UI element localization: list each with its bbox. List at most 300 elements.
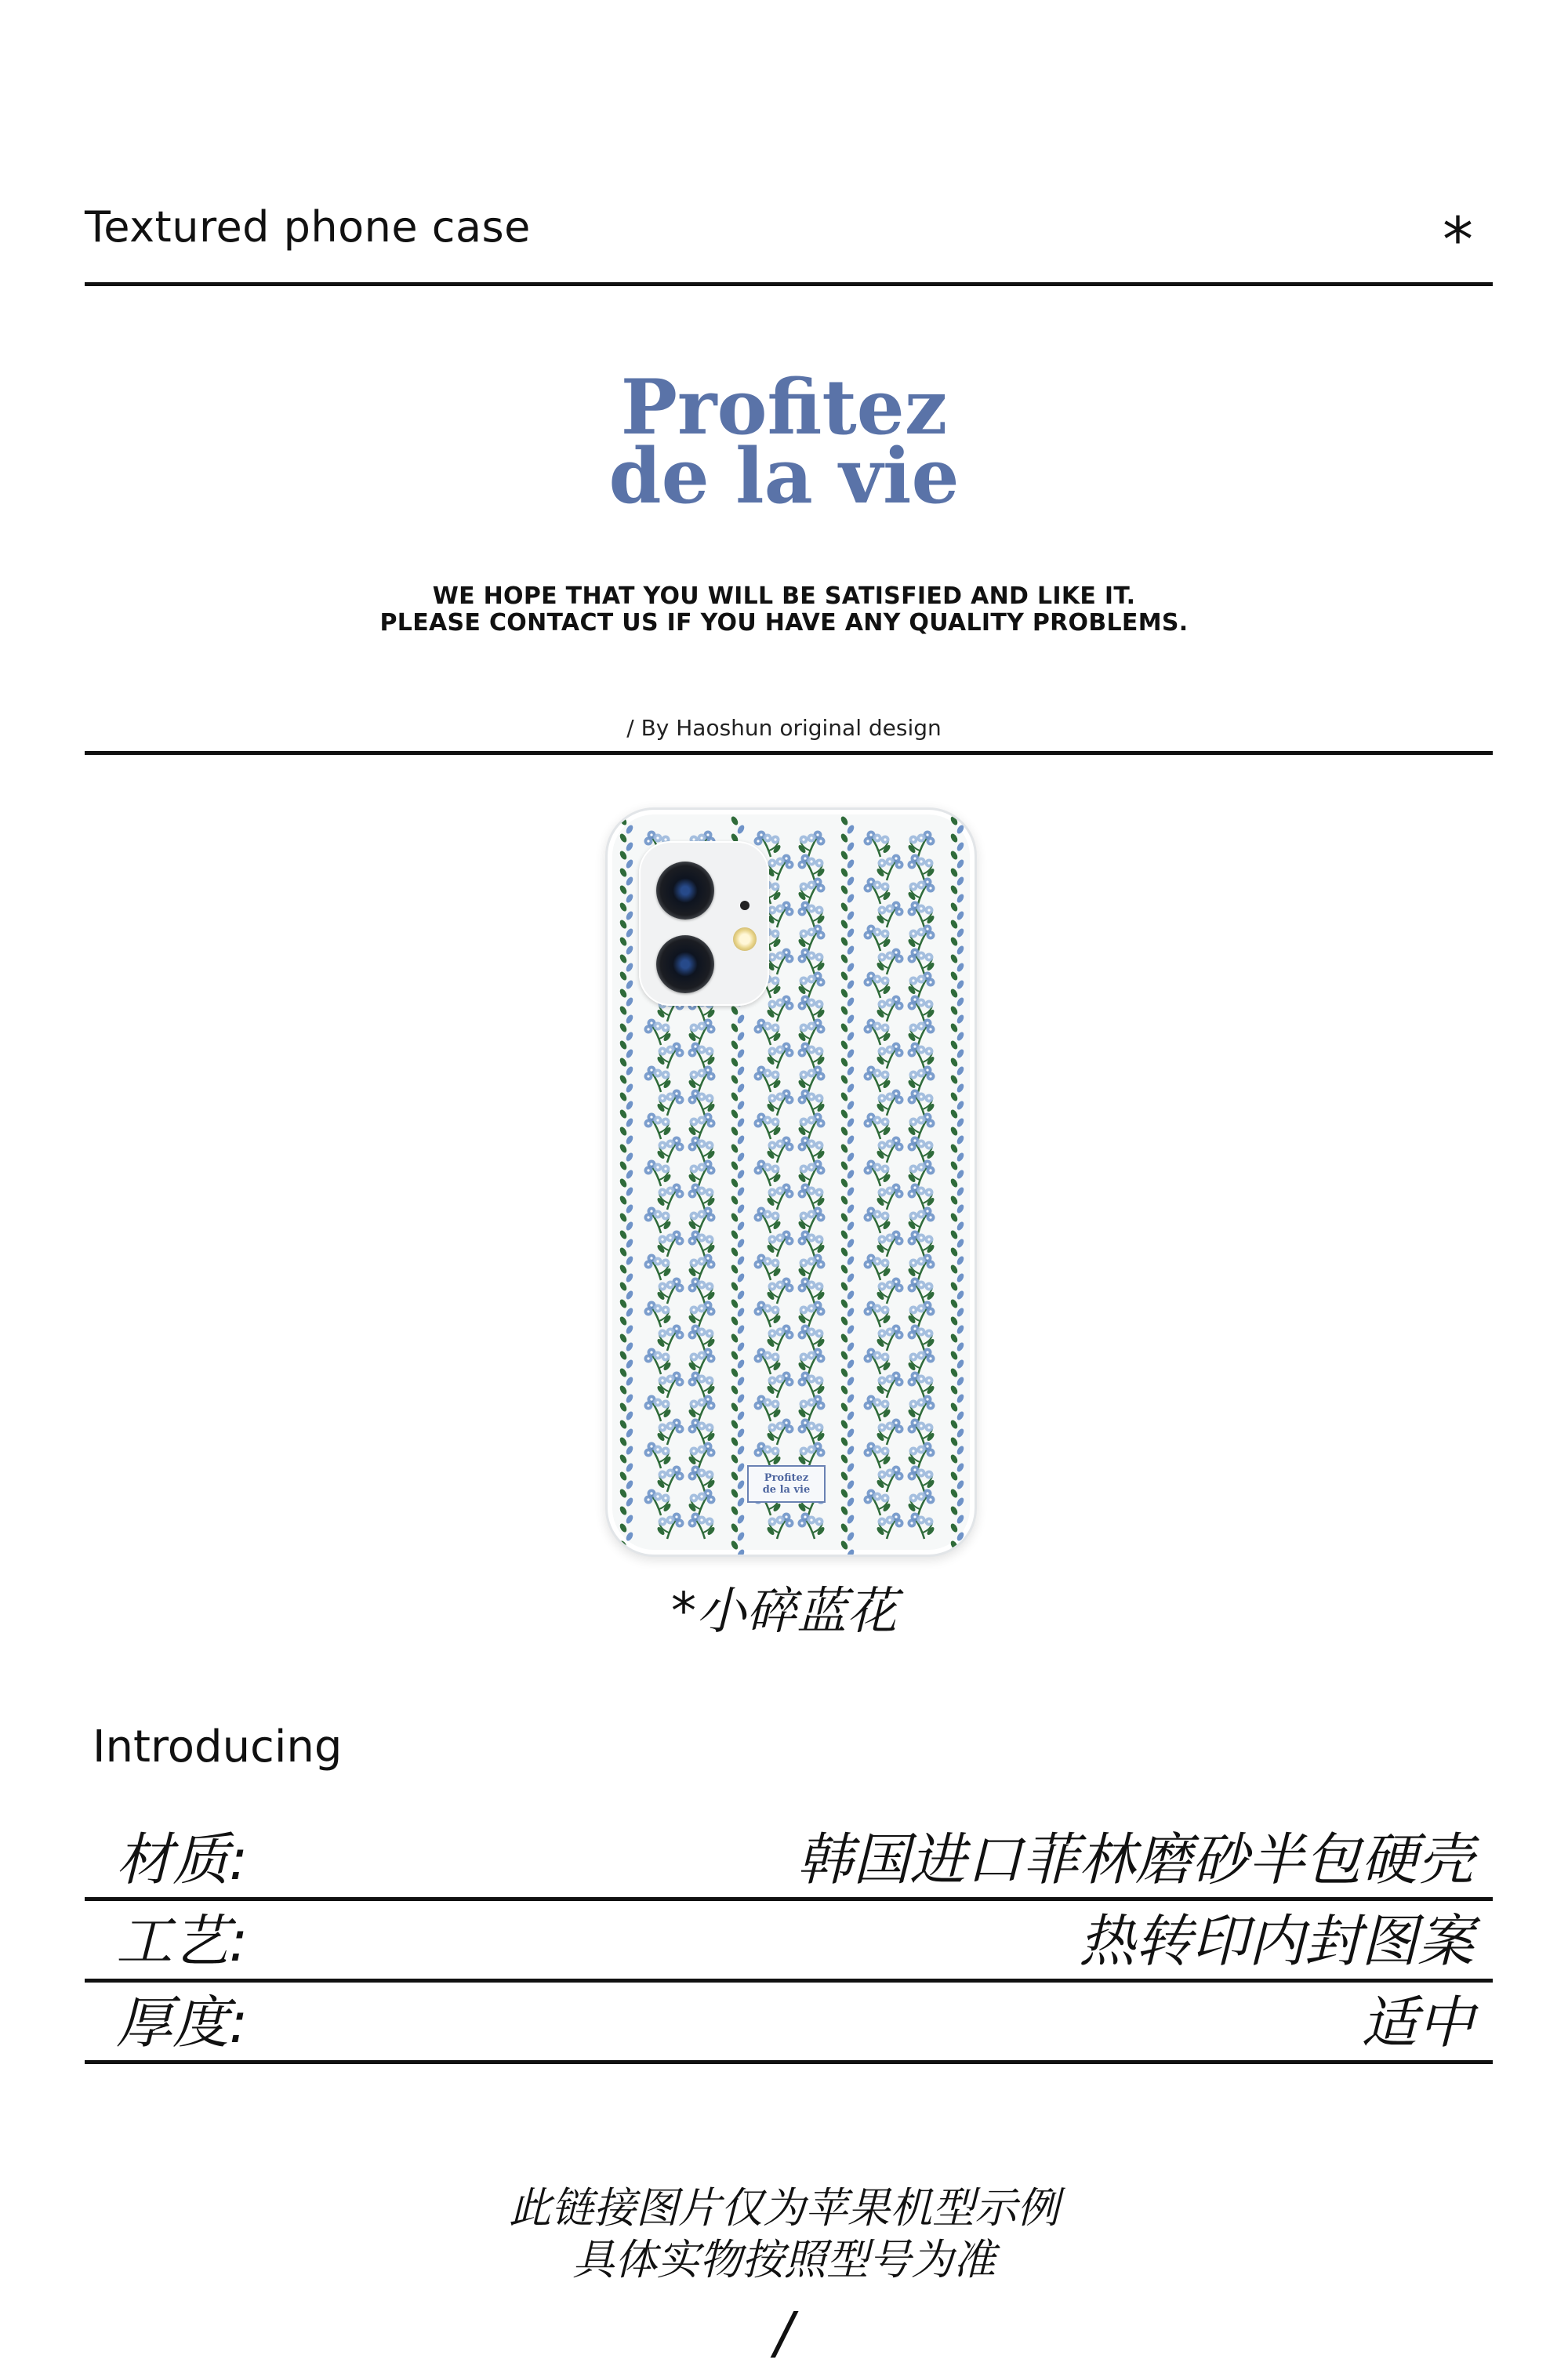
vine-leaf xyxy=(949,1022,959,1033)
flower-sprig xyxy=(644,1442,673,1469)
vine-leaf xyxy=(846,1117,855,1128)
flower-sprig xyxy=(688,1513,717,1540)
flower-sprig xyxy=(644,1489,673,1516)
vine-leaf xyxy=(846,945,855,956)
flower-sprig xyxy=(876,902,904,928)
vine-leaf xyxy=(949,1074,959,1085)
vine-leaf xyxy=(625,1290,634,1301)
divider xyxy=(85,751,1493,755)
flower-sprig xyxy=(798,996,826,1022)
microphone-icon xyxy=(740,901,750,910)
end-slash: / xyxy=(774,2300,794,2366)
vine-leaf xyxy=(730,1505,739,1516)
flower-sprig xyxy=(656,1137,684,1163)
vine-leaf xyxy=(730,1419,739,1430)
vine-leaf xyxy=(846,1238,855,1249)
vine-leaf xyxy=(956,824,965,835)
vine-leaf xyxy=(730,815,739,826)
vine-leaf xyxy=(956,1117,965,1128)
vine-leaf xyxy=(840,1177,849,1188)
vine-leaf xyxy=(730,1264,739,1275)
flower-sprig xyxy=(798,1513,826,1540)
vine-leaf xyxy=(736,1376,746,1387)
vine-leaf xyxy=(736,824,746,835)
vine-leaf xyxy=(736,1393,746,1404)
vine-leaf xyxy=(949,1057,959,1068)
spec-label-thickness: 厚度: xyxy=(116,1990,249,2055)
vine-leaf xyxy=(949,1402,959,1413)
vine-leaf xyxy=(736,1410,746,1421)
vine-leaf xyxy=(956,1203,965,1214)
vine-leaf xyxy=(840,1039,849,1050)
flower-sprig xyxy=(754,1160,782,1187)
flower-sprig xyxy=(908,1231,936,1257)
vine-leaf xyxy=(840,1022,849,1033)
flower-sprig xyxy=(907,1160,935,1187)
vine-leaf xyxy=(846,1307,855,1318)
vine-leaf xyxy=(730,1384,739,1395)
asterisk-mark: * xyxy=(1443,205,1473,276)
flower-sprig xyxy=(766,1419,794,1446)
vine-leaf xyxy=(949,1005,959,1016)
flower-sprig xyxy=(656,1325,684,1351)
flower-sprig xyxy=(907,1019,935,1046)
flower-sprig xyxy=(766,1231,794,1257)
vine-leaf xyxy=(956,1462,965,1473)
vine-leaf xyxy=(846,1341,855,1352)
vine-leaf xyxy=(619,1022,628,1033)
vine-leaf xyxy=(625,1169,634,1180)
flower-sprig xyxy=(656,1231,684,1257)
vine-leaf xyxy=(956,841,965,852)
vine-leaf xyxy=(840,884,849,895)
vine-leaf xyxy=(956,1428,965,1439)
vine-leaf xyxy=(846,1479,855,1490)
vine-leaf xyxy=(619,1039,628,1050)
vine-leaf xyxy=(736,1031,746,1042)
vine-leaf xyxy=(625,1221,634,1232)
flower-sprig xyxy=(754,1019,782,1046)
vine-leaf xyxy=(846,858,855,869)
flower-sprig xyxy=(864,1489,892,1516)
vine-leaf xyxy=(846,1048,855,1059)
vine-leaf xyxy=(736,1428,746,1439)
vine-leaf xyxy=(949,902,959,912)
flower-sprig xyxy=(908,902,936,928)
vine-leaf xyxy=(949,1229,959,1240)
vine-leaf xyxy=(730,1229,739,1240)
vine-leaf xyxy=(846,910,855,921)
vine-leaf xyxy=(956,1479,965,1490)
vine-leaf xyxy=(956,1548,965,1555)
vine-leaf xyxy=(625,1203,634,1214)
vine-leaf xyxy=(956,996,965,1007)
vine-leaf xyxy=(949,936,959,947)
vine-leaf xyxy=(619,815,628,826)
vine-leaf xyxy=(619,1264,628,1275)
vine-leaf xyxy=(730,1281,739,1292)
vine-leaf xyxy=(840,815,849,826)
vine-leaf xyxy=(730,1091,739,1102)
vine-leaf xyxy=(840,1315,849,1326)
vine-leaf xyxy=(736,1462,746,1473)
flower-sprig xyxy=(688,1113,716,1140)
vine-leaf xyxy=(949,850,959,861)
vine-leaf xyxy=(949,1505,959,1516)
vine-leaf xyxy=(730,1436,739,1447)
flower-sprig xyxy=(908,1372,936,1399)
vine-leaf xyxy=(840,1298,849,1309)
flower-sprig xyxy=(688,1137,717,1163)
flower-sprig xyxy=(798,1090,826,1116)
flower-sprig xyxy=(797,1019,826,1046)
vine-leaf xyxy=(736,1255,746,1266)
flower-sprig xyxy=(798,1137,826,1163)
flower-sprig xyxy=(907,1395,935,1422)
vine-leaf xyxy=(840,936,849,947)
vine-leaf xyxy=(949,1091,959,1102)
flower-sprig xyxy=(864,1160,892,1187)
vine-leaf xyxy=(625,945,634,956)
vine-leaf xyxy=(730,1005,739,1016)
flower-sprig xyxy=(908,1513,936,1540)
flower-sprig xyxy=(766,1043,794,1069)
vine-leaf xyxy=(846,824,855,835)
flower-sprig xyxy=(656,1184,684,1210)
vine-leaf xyxy=(949,1160,959,1171)
flower-sprig xyxy=(907,1301,935,1328)
vine-leaf xyxy=(619,902,628,912)
flower-sprig xyxy=(754,1442,782,1469)
vine-leaf xyxy=(625,1255,634,1266)
vine-leaf xyxy=(625,1341,634,1352)
vine-leaf xyxy=(840,1453,849,1464)
vine-leaf xyxy=(840,1419,849,1430)
vine-leaf xyxy=(949,1436,959,1447)
vine-leaf xyxy=(846,1083,855,1094)
vine-leaf xyxy=(619,1005,628,1016)
vine-leaf xyxy=(846,1169,855,1180)
vine-leaf xyxy=(619,1229,628,1240)
flower-sprig xyxy=(876,1325,904,1351)
flower-sprig xyxy=(907,1489,935,1516)
vine-leaf xyxy=(956,1083,965,1094)
flower-sprig xyxy=(688,1254,716,1281)
vine-leaf xyxy=(956,1152,965,1163)
vine-leaf xyxy=(730,1160,739,1171)
flower-sprig xyxy=(766,1090,794,1116)
vine-leaf xyxy=(619,1281,628,1292)
vine-leaf xyxy=(619,1333,628,1344)
flower-sprig xyxy=(907,831,935,858)
vine-leaf xyxy=(949,1471,959,1482)
vine-leaf xyxy=(730,1402,739,1413)
flower-sprig xyxy=(907,1442,935,1469)
flower-sprig xyxy=(754,1301,782,1328)
vine-leaf xyxy=(736,1445,746,1456)
flower-sprig xyxy=(876,1419,904,1446)
vine-leaf xyxy=(956,945,965,956)
flower-sprig xyxy=(754,1395,782,1422)
introducing-heading: Introducing xyxy=(93,1722,343,1772)
vine-leaf xyxy=(730,1488,739,1499)
flower-sprig xyxy=(688,1066,716,1093)
vine-leaf xyxy=(846,1514,855,1525)
vine-leaf xyxy=(949,1540,959,1551)
flower-sprig xyxy=(754,1066,782,1093)
flower-sprig xyxy=(644,1348,673,1375)
vine-leaf xyxy=(730,1177,739,1188)
flower-sprig xyxy=(908,1419,936,1446)
divider xyxy=(85,1979,1493,1983)
vine-leaf xyxy=(736,1324,746,1335)
flower-sprig xyxy=(798,1043,826,1069)
vine-leaf xyxy=(619,1246,628,1257)
vine-leaf xyxy=(846,1324,855,1335)
flower-sprig xyxy=(656,1466,684,1493)
vine-leaf xyxy=(625,1428,634,1439)
vine-leaf xyxy=(619,1057,628,1068)
vine-leaf xyxy=(846,927,855,938)
flower-sprig xyxy=(876,1372,904,1399)
vine-leaf xyxy=(956,1393,965,1404)
vine-leaf xyxy=(730,1108,739,1119)
vine-leaf xyxy=(625,1083,634,1094)
vine-leaf xyxy=(846,1410,855,1421)
flower-sprig xyxy=(876,1278,904,1304)
flower-sprig xyxy=(754,1348,782,1375)
vine-leaf xyxy=(840,919,849,930)
flower-sprig xyxy=(766,1278,794,1304)
vine-leaf xyxy=(619,1143,628,1154)
vine-leaf xyxy=(730,1453,739,1464)
vine-leaf xyxy=(619,867,628,878)
flower-sprig xyxy=(864,1254,892,1281)
vine-leaf xyxy=(625,1065,634,1076)
vine-leaf xyxy=(840,902,849,912)
flower-sprig xyxy=(797,831,826,858)
flower-sprig xyxy=(688,1019,716,1046)
vine-leaf xyxy=(736,1065,746,1076)
vine-leaf xyxy=(956,1341,965,1352)
flower-sprig xyxy=(656,1513,684,1540)
vine-leaf xyxy=(949,1384,959,1395)
vine-leaf xyxy=(956,1272,965,1283)
vine-leaf xyxy=(625,1100,634,1111)
vine-leaf xyxy=(956,1324,965,1335)
tagline-line-2: PLEASE CONTACT US IF YOU HAVE ANY QUALITY PROBLEMS. xyxy=(379,609,1189,637)
vine-leaf xyxy=(949,1333,959,1344)
vine-leaf xyxy=(840,1160,849,1171)
vine-leaf xyxy=(846,1445,855,1456)
vine-leaf xyxy=(736,1359,746,1370)
vine-leaf xyxy=(846,893,855,904)
flower-sprig xyxy=(688,1278,717,1304)
vine-leaf xyxy=(619,1402,628,1413)
vine-leaf xyxy=(846,1203,855,1214)
vine-leaf xyxy=(736,1272,746,1283)
vine-leaf xyxy=(736,1203,746,1214)
vine-leaf xyxy=(730,1195,739,1206)
flower-sprig xyxy=(688,1090,717,1116)
vine-leaf xyxy=(949,1281,959,1292)
tagline-line-1: WE HOPE THAT YOU WILL BE SATISFIED AND LIKE IT. xyxy=(432,582,1136,610)
flower-sprig xyxy=(864,1348,892,1375)
vine-leaf xyxy=(619,1436,628,1447)
vine-leaf xyxy=(949,971,959,981)
vine-leaf xyxy=(619,1419,628,1430)
flower-sprig xyxy=(688,1207,716,1234)
vine-leaf xyxy=(956,1307,965,1318)
vine-leaf xyxy=(625,1462,634,1473)
vine-leaf xyxy=(625,1445,634,1456)
flower-sprig xyxy=(864,1395,892,1422)
vine-leaf xyxy=(949,1298,959,1309)
flower-sprig xyxy=(864,1019,892,1046)
vine-leaf xyxy=(625,910,634,921)
vine-leaf xyxy=(846,1031,855,1042)
flower-sprig xyxy=(688,1466,717,1493)
vine-leaf xyxy=(625,1048,634,1059)
vine-leaf xyxy=(956,1014,965,1025)
flower-sprig xyxy=(644,1066,673,1093)
vine-leaf xyxy=(846,996,855,1007)
flower-sprig xyxy=(754,1207,782,1234)
designer-credit: / By Haoshun original design xyxy=(626,715,942,741)
vine-leaf xyxy=(840,1091,849,1102)
vine-leaf xyxy=(619,1160,628,1171)
vine-leaf xyxy=(736,1497,746,1507)
vine-leaf xyxy=(625,1186,634,1197)
vine-leaf xyxy=(949,867,959,878)
vine-leaf xyxy=(625,1514,634,1525)
flower-sprig xyxy=(876,1231,904,1257)
flower-sprig xyxy=(766,1513,794,1540)
flower-sprig xyxy=(797,972,826,999)
flower-sprig xyxy=(688,1325,717,1351)
vine-leaf xyxy=(625,927,634,938)
flower-sprig xyxy=(908,1325,936,1351)
vine-leaf xyxy=(956,858,965,869)
vine-leaf xyxy=(949,919,959,930)
spec-label-material: 材质: xyxy=(116,1827,249,1892)
vine-leaf xyxy=(956,1255,965,1266)
flower-sprig xyxy=(907,878,935,905)
flower-sprig xyxy=(688,1372,717,1399)
vine-leaf xyxy=(840,1057,849,1068)
vine-leaf xyxy=(846,1134,855,1145)
section-title: Textured phone case xyxy=(85,202,531,252)
vine-leaf xyxy=(625,1497,634,1507)
vine-leaf xyxy=(956,1134,965,1145)
flower-sprig xyxy=(864,1066,892,1093)
vine-leaf xyxy=(949,1108,959,1119)
vine-leaf xyxy=(840,1108,849,1119)
flower-sprig xyxy=(797,1207,826,1234)
flower-sprig xyxy=(644,1254,673,1281)
flower-sprig xyxy=(688,1301,716,1328)
vine-leaf xyxy=(949,1143,959,1154)
flower-sprig xyxy=(864,1442,892,1469)
vine-leaf xyxy=(846,1100,855,1111)
vine-leaf xyxy=(619,1195,628,1206)
vine-leaf xyxy=(956,979,965,990)
vine-leaf xyxy=(956,1376,965,1387)
vine-leaf xyxy=(956,1410,965,1421)
flower-sprig xyxy=(644,1395,673,1422)
vine-leaf xyxy=(956,1238,965,1249)
vine-leaf xyxy=(619,1522,628,1533)
vine-leaf xyxy=(956,893,965,904)
flower-sprig xyxy=(797,1113,826,1140)
vine-leaf xyxy=(949,1315,959,1326)
vine-leaf xyxy=(736,1548,746,1555)
case-label-line-1: Profitez xyxy=(764,1472,809,1484)
divider xyxy=(85,2060,1493,2064)
vine-leaf xyxy=(619,1384,628,1395)
vine-leaf xyxy=(730,1039,739,1050)
vine-leaf xyxy=(840,1195,849,1206)
vine-leaf xyxy=(619,953,628,964)
case-label-line-2: de la vie xyxy=(762,1484,811,1496)
vine-leaf xyxy=(730,1522,739,1533)
flower-sprig xyxy=(656,1372,684,1399)
vine-leaf xyxy=(730,1022,739,1033)
spec-value-process: 热转印内封图案 xyxy=(1078,1908,1474,1974)
flower-sprig xyxy=(907,1348,935,1375)
vine-leaf xyxy=(625,996,634,1007)
flower-sprig xyxy=(797,1442,826,1469)
vine-leaf xyxy=(846,1359,855,1370)
vine-leaf xyxy=(736,1186,746,1197)
vine-leaf xyxy=(730,1126,739,1137)
vine-leaf xyxy=(625,841,634,852)
vine-leaf xyxy=(949,1453,959,1464)
flower-sprig xyxy=(754,1113,782,1140)
flower-sprig xyxy=(908,1466,936,1493)
vine-leaf xyxy=(736,1048,746,1059)
vine-leaf xyxy=(736,1117,746,1128)
vine-leaf xyxy=(846,1221,855,1232)
vine-leaf xyxy=(625,824,634,835)
vine-leaf xyxy=(736,1083,746,1094)
vine-leaf xyxy=(625,1359,634,1370)
flower-sprig xyxy=(688,1489,716,1516)
vine-leaf xyxy=(840,1333,849,1344)
flower-sprig xyxy=(798,1372,826,1399)
vine-leaf xyxy=(625,1548,634,1555)
vine-leaf xyxy=(840,867,849,878)
vine-leaf xyxy=(956,1048,965,1059)
flower-sprig xyxy=(864,831,892,858)
vine-leaf xyxy=(949,988,959,999)
flower-sprig xyxy=(864,972,892,999)
flower-sprig xyxy=(876,1090,904,1116)
vine-leaf xyxy=(949,1039,959,1050)
vine-leaf xyxy=(736,1221,746,1232)
spec-value-material: 韩国进口菲林磨砂半包硬壳 xyxy=(796,1827,1474,1892)
vine-leaf xyxy=(846,1393,855,1404)
flower-sprig xyxy=(907,1113,935,1140)
divider xyxy=(85,1897,1493,1901)
vine-leaf xyxy=(846,1186,855,1197)
flower-sprig xyxy=(766,902,794,928)
vine-leaf xyxy=(625,1152,634,1163)
flower-sprig xyxy=(644,1019,673,1046)
flower-sprig xyxy=(688,1442,716,1469)
vine-leaf xyxy=(736,1307,746,1318)
flower-sprig xyxy=(908,1090,936,1116)
